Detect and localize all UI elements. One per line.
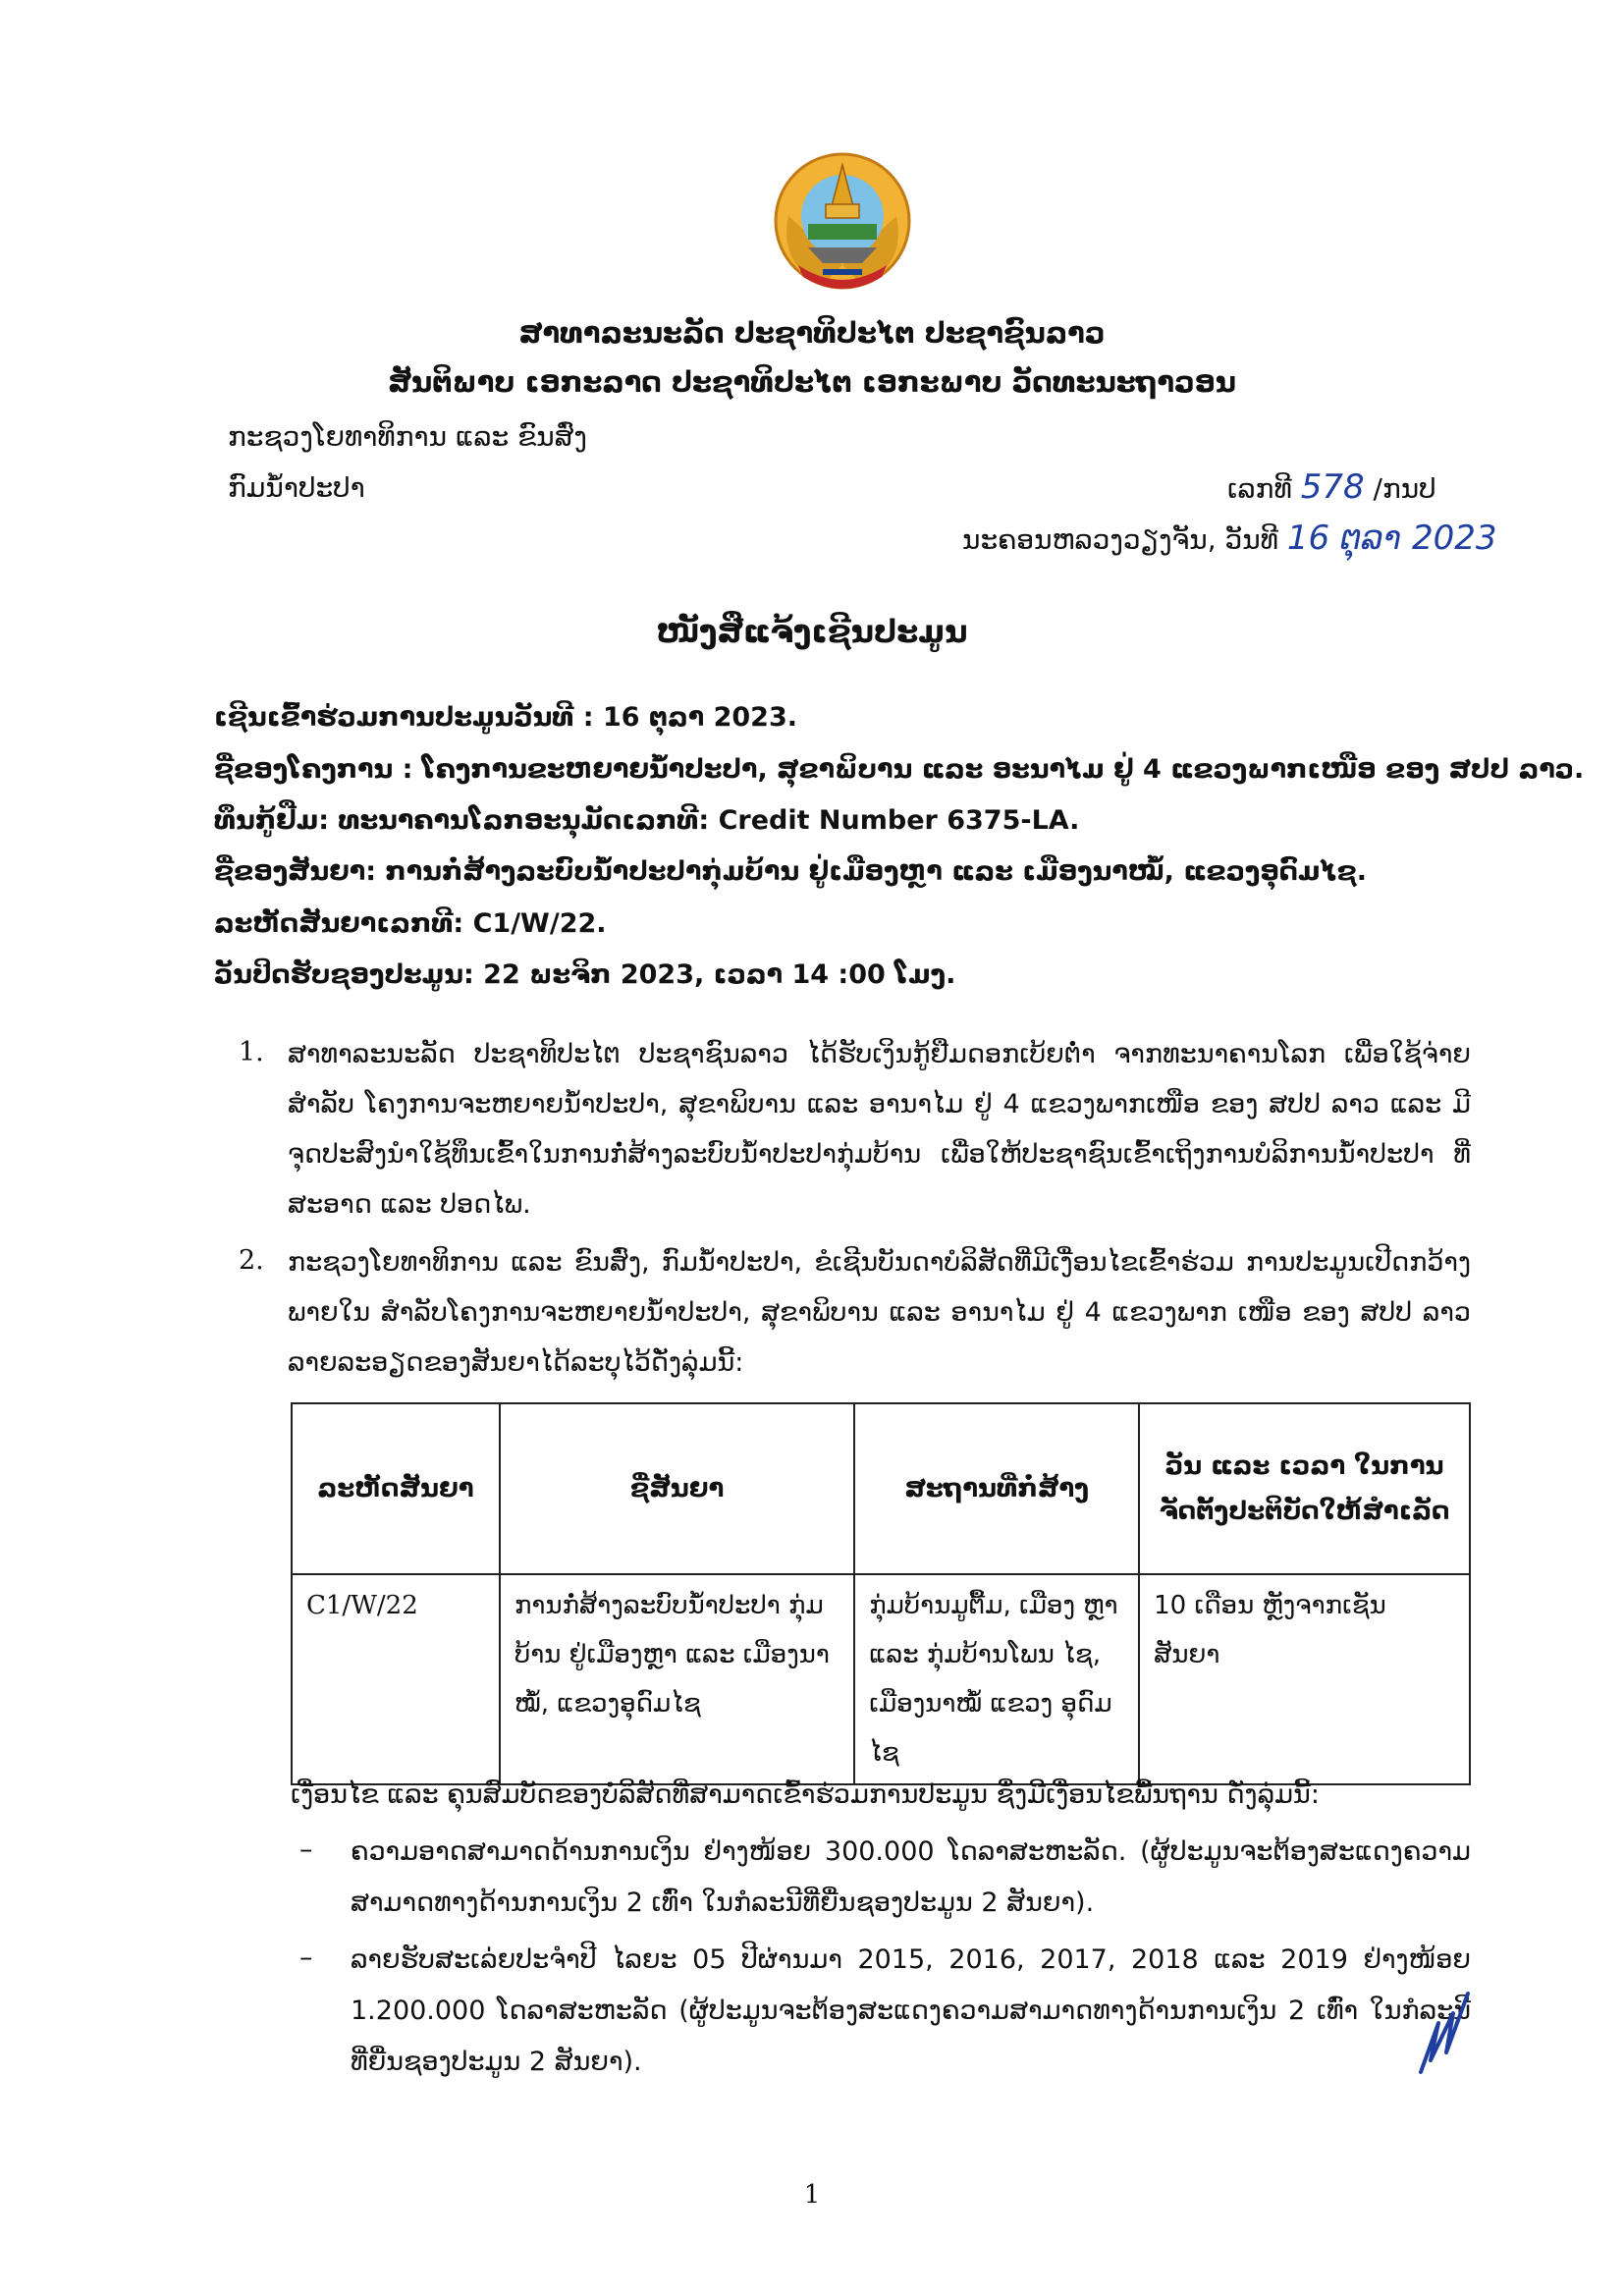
- ref-suffix: /ກນປ: [1373, 472, 1436, 505]
- initial-signature-icon: [1409, 1974, 1478, 2082]
- condition-text: ຄວາມອາດສາມາດດ້ານການເງິນ ຢ່າງໜ້ອຍ 300.000 ໂດລາສະຫະລັດ. (ຜູ້ປະມູນຈະຕ້ອງສະແດງຄວາມສາມາດທາງດ້ານການເງິນ 2 ເທົ່າ ໃນກໍລະນີທີ່ຍື່ນຊອງປະມູນ 2 ສັນຍາ).: [351, 1836, 1471, 1918]
- info-line-project-name: ຊື່ຂອງໂຄງການ : ໂຄງການຂະຫຍາຍນ້ຳປະປາ, ສຸຂາພິບານ ແລະ ອະນາໄມ ຢູ່ 4 ແຂວງພາກເໜືອ ຂອງ ສປປ ລາວ.: [214, 754, 1585, 785]
- table-cell: ກຸ່ມບ້ານມູຕື້ມ, ເມືອງ ຫຼາ ແລະ ກຸ່ມບ້ານໂພນ ໄຊ, ເມືອງນາໝໍ້ ແຂວງ ອຸດົມໄຊ: [854, 1574, 1139, 1784]
- info-line-meeting-date: ເຊີນເຂົ້າຮ່ວມການປະມູນວັນທີ : 16 ຕຸລາ 2023.: [214, 702, 798, 733]
- paragraph-text: ສາທາລະນະລັດ ປະຊາທິປະໄຕ ປະຊາຊົນລາວ ໄດ້ຮັບເງິນກູ້ຢືມດອກເບ້ຍຕ່ຳ ຈາກທະນາຄານໂລກ ເພື່ອໃຊ້ຈ່າຍສຳລັບ ໂຄງການຈະຫຍາຍນ້ຳປະປາ, ສຸຂາພິບານ ແລະ ອານາໄມ ຢູ່ 4 ແຂວງພາກເໜືອ ຂອງ ສປປ ລາວ ແລະ ມີຈຸດປະສົງນຳໃຊ້ທຶນເຂົ້າໃນການກໍ່ສ້າງລະບົບນ້ຳປະປາກຸ່ມບ້ານ ເພື່ອໃຫ້ປະຊາຊົນເຂົ້າເຖິງການບໍລິການນ້ຳປະປາ ທີ່ສະອາດ ແລະ ປອດໄພ.: [288, 1039, 1471, 1220]
- table-header-row: [292, 1403, 1470, 1574]
- condition-text: ລາຍຮັບສະເລ່ຍປະຈຳປີ ໄລຍະ 05 ປີຜ່ານມາ 2015, 2016, 2017, 2018 ແລະ 2019 ຢ່າງໜ້ອຍ 1.200.000 ໂດລາສະຫະລັດ (ຜູ້ປະມູນຈະຕ້ອງສະແດງຄວາມສາມາດທາງດ້ານການເງິນ 2 ເທົ່າ ໃນກໍລະນີທີ່ຍື່ນຊອງປະມູນ 2 ສັນຍາ).: [351, 1944, 1471, 2077]
- info-line-closing-date: ວັນປິດຮັບຊອງປະມູນ: 22 ພະຈິກ 2023, ເວລາ 14 :00 ໂມງ.: [214, 959, 956, 990]
- column-header: ລະຫັດສັນຍາ: [292, 1403, 500, 1574]
- paragraph-number: 2.: [239, 1245, 264, 1276]
- ref-number-handwritten: 578: [1300, 467, 1365, 507]
- info-line-contract-code: ລະຫັດສັນຍາເລກທີ: C1/W/22.: [214, 908, 607, 939]
- place-and-date: [962, 519, 1497, 558]
- page-number: 1: [803, 2180, 821, 2210]
- conditions-intro: ເງື່ອນໄຂ ແລະ ຄຸນສົມບັດຂອງບໍລິສັດທີ່ສາມາດເຂົ້າຮ່ວມການປະມູນ ຊຶ່ງມີເງື່ອນໄຂພື້ນຖານ ດັ່ງລຸ່ມນີ້:: [291, 1779, 1320, 1810]
- table-cell: ການກໍ່ສ້າງລະບົບນ້ຳປະປາ ກຸ່ມບ້ານ ຢູ່ເມືອງຫຼາ ແລະ ເມືອງນາໝໍ້, ແຂວງອຸດົມໄຊ: [500, 1574, 854, 1784]
- contract-table: [291, 1402, 1471, 1785]
- paragraph-text: ກະຊວງໂຍທາທິການ ແລະ ຂົນສົ່ງ, ກົມນ້ຳປະປາ, ຂໍເຊີນບັນດາບໍລິສັດທີ່ມີເງື່ອນໄຂເຂົ້າຮ່ວມ ການປະມູນເປີດກວ້າງພາຍໃນ ສຳລັບໂຄງການຈະຫຍາຍນ້ຳປະປາ, ສຸຂາພິບານ ແລະ ອານາໄມ ຢູ່ 4 ແຂວງພາກ ເໜືອ ຂອງ ສປປ ລາວ ລາຍລະອຽດຂອງສັນຍາໄດ້ລະບຸໄວ້ດັ່ງລຸ່ມນີ້:: [288, 1247, 1471, 1378]
- column-header: ວັນ ແລະ ເວລາ ໃນການຈັດຕັ້ງປະຕິບັດໃຫ້ສຳເລັດ: [1139, 1403, 1470, 1574]
- reference-number: [1227, 467, 1436, 507]
- table-cell: C1/W/22: [292, 1574, 500, 1784]
- national-emblem-icon: [769, 147, 916, 295]
- ref-label: ເລກທີ: [1227, 472, 1292, 505]
- table-row: [292, 1574, 1470, 1784]
- national-motto: ສັນຕິພາບ ເອກະລາດ ປະຊາທິປະໄຕ ເອກະພາບ ວັດທະນະຖາວອນ: [388, 365, 1236, 399]
- column-header: ສະຖານທີ່ກໍ່ສ້າງ: [854, 1403, 1139, 1574]
- info-line-contract-name: ຊື່ຂອງສັນຍາ: ການກໍ່ສ້າງລະບົບນ້ຳປະປາກຸ່ມບ້ານ ຢູ່ເມືອງຫຼາ ແລະ ເມືອງນາໝໍ້, ແຂວງອຸດົມໄຊ.: [214, 856, 1367, 887]
- document-title: ໜັງສືແຈ້ງເຊີນປະມູນ: [656, 613, 968, 650]
- bullet-dash: –: [299, 1834, 313, 1865]
- department-name: ກົມນ້ຳປະປາ: [228, 471, 365, 504]
- date-handwritten: 16 ຕຸລາ 2023: [1286, 519, 1497, 558]
- column-header: ຊື່ສັນຍາ: [500, 1403, 854, 1574]
- info-line-funding: ທຶນກູ້ຢືມ: ທະນາຄານໂລກອະນຸມັດເລກທີ: Credit Number 6375-LA.: [214, 805, 1080, 836]
- table-cell: 10 ເດືອນ ຫຼັງຈາກເຊັນ ສັນຍາ: [1139, 1574, 1470, 1784]
- bullet-dash: –: [299, 1942, 313, 1973]
- country-name: ສາທາລະນະລັດ ປະຊາທິປະໄຕ ປະຊາຊົນລາວ: [518, 316, 1106, 350]
- ministry-name: ກະຊວງໂຍທາທິການ ແລະ ຂົນສົ່ງ: [228, 420, 587, 453]
- paragraph-number: 1.: [239, 1037, 264, 1067]
- place-label: ນະຄອນຫລວງວຽງຈັນ, ວັນທີ: [962, 523, 1278, 556]
